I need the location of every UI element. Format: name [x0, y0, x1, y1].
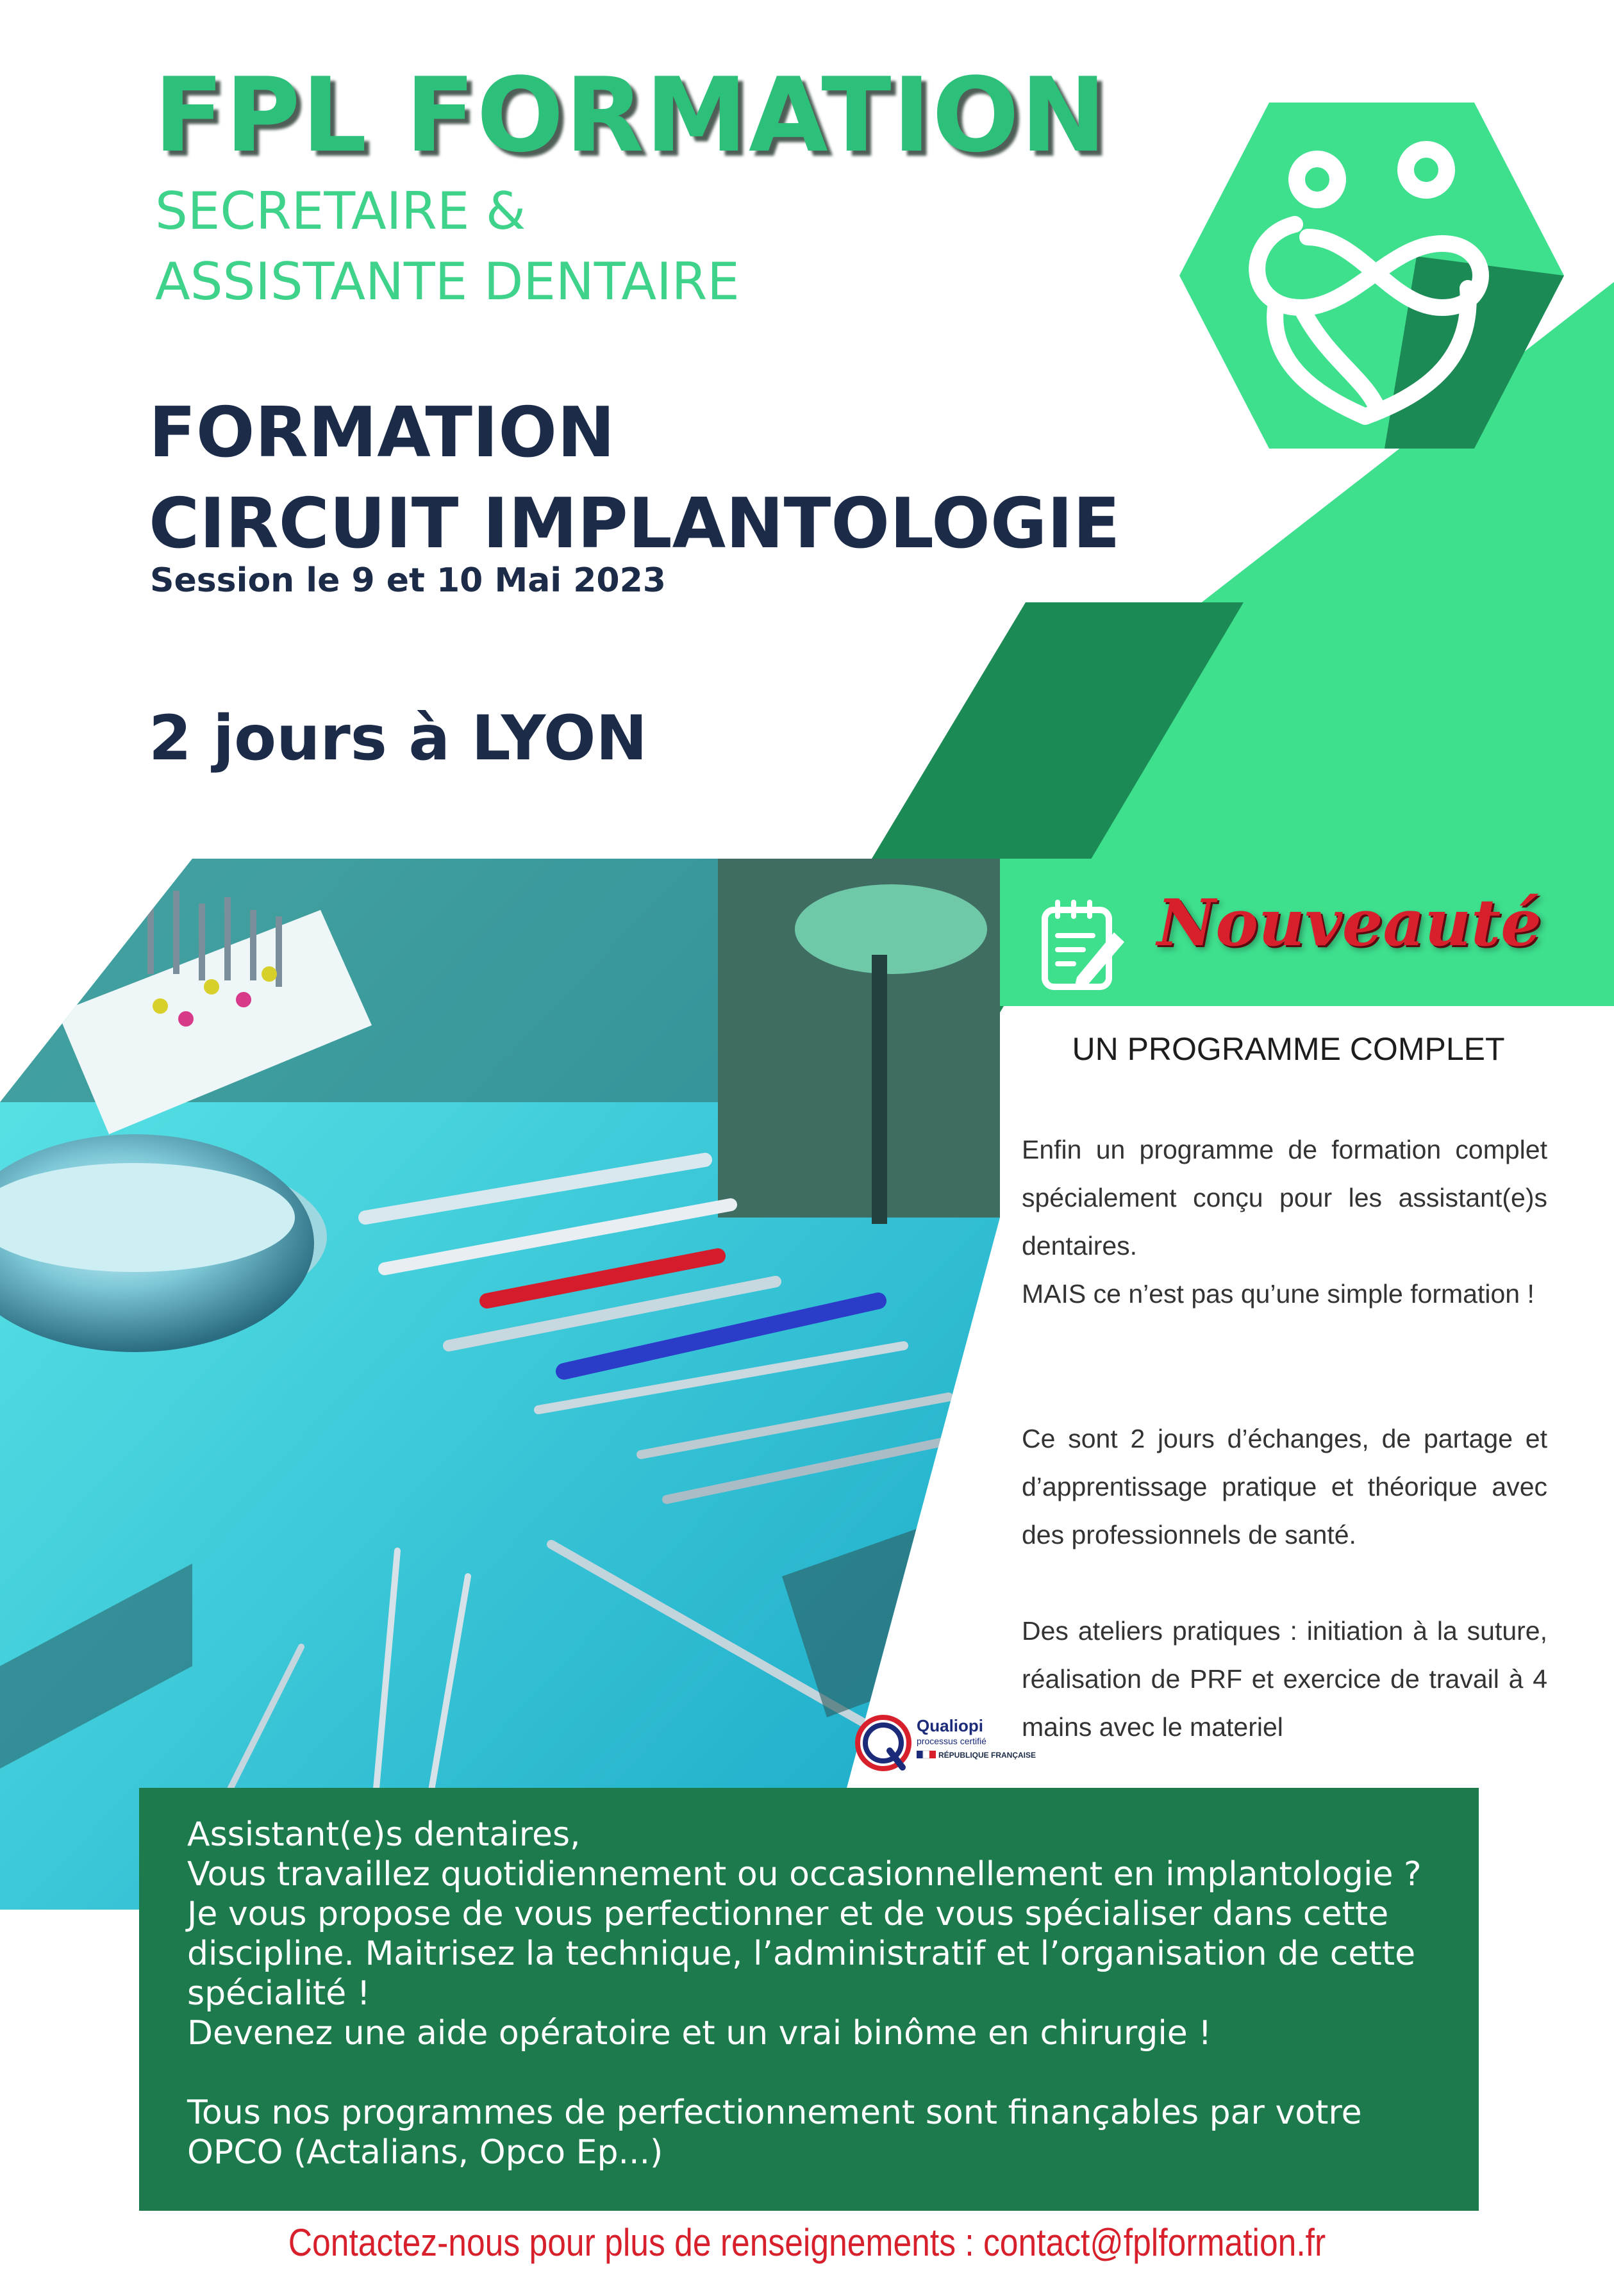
- callout-text: [187, 1815, 1469, 2172]
- qualiopi-tagline: processus certifié: [917, 1736, 986, 1746]
- callout-line-2: Vous travaillez quotidiennement ou occasionnellement en implantologie ?: [187, 1855, 1422, 1894]
- program-paragraph-2: MAIS ce n’est pas qu’une simple formation !: [1022, 1279, 1535, 1309]
- nouveaute-badge: Nouveauté: [1157, 885, 1542, 961]
- callout-spacer: [187, 2053, 1469, 2093]
- qualiopi-logo: [853, 1711, 1045, 1775]
- callout-line-4: discipline. Maitrisez la technique, l’administratif et l’organisation de cette: [187, 1935, 1416, 1973]
- brand-title: FPL FORMATION: [154, 55, 1108, 175]
- subtitle-line-2: ASSISTANTE DENTAIRE: [155, 252, 740, 311]
- subtitle-line-1: SECRETAIRE &: [155, 181, 526, 241]
- callout-line-6: Devenez une aide opératoire et un vrai binôme en chirurgie !: [187, 2014, 1212, 2052]
- session-dates: Session le 9 et 10 Mai 2023: [150, 561, 666, 600]
- callout-line-9: OPCO (Actalians, Opco Ep...): [187, 2133, 663, 2172]
- notepad-pencil-icon: [1038, 897, 1128, 993]
- republique-label: RÉPUBLIQUE FRANÇAISE: [938, 1751, 1036, 1760]
- callout-line-8: Tous nos programmes de perfectionnement sont finançables par votre: [187, 2094, 1362, 2132]
- duration-location: 2 jours à LYON: [149, 702, 647, 774]
- course-title-line-2: CIRCUIT IMPLANTOLOGIE: [149, 484, 1120, 564]
- course-title-line-1: FORMATION: [149, 393, 615, 473]
- program-paragraph: [1022, 1126, 1547, 1318]
- callout-line-3: Je vous propose de vous perfectionner et de vous spécialiser dans cette: [187, 1895, 1389, 1933]
- dental-instruments-photo: [0, 859, 1000, 1910]
- fpl-logo-mark: [1173, 96, 1570, 455]
- callout-line-5: spécialité !: [187, 1974, 370, 2013]
- program-paragraph-3: Ce sont 2 jours d’échanges, de partage et d’apprentissage pratique et théorique avec des professionnels de santé.: [1022, 1424, 1547, 1549]
- callout-line-1: Assistant(e)s dentaires,: [187, 1815, 581, 1854]
- program-paragraph-1: Enfin un programme de formation complet spécialement conçu pour les assistant(e)s dentaires.: [1022, 1135, 1547, 1260]
- contact-line: Contactez-nous pour plus de renseignements : contact@fplformation.fr: [288, 2221, 1326, 2264]
- program-heading: UN PROGRAMME COMPLET: [1072, 1031, 1505, 1067]
- qualiopi-name: Qualiopi: [917, 1716, 983, 1735]
- program-paragraph-4: Des ateliers pratiques : initiation à la suture, réalisation de PRF et exercice de travail à 4 mains avec le materiel: [1022, 1616, 1547, 1742]
